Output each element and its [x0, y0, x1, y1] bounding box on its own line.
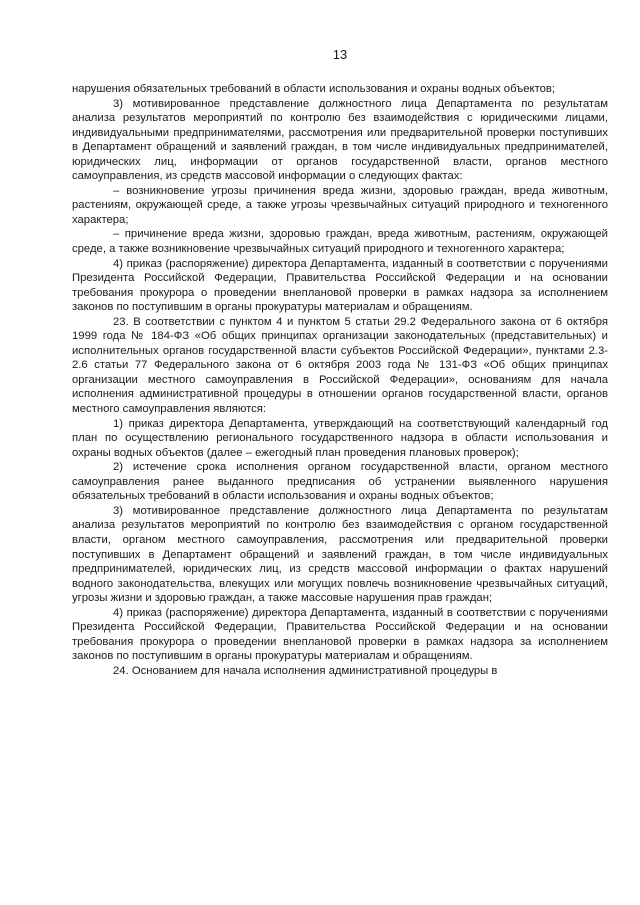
document-page	[72, 48, 608, 678]
paragraph-24: 24. Основанием для начала исполнения административной процедуры в	[113, 664, 498, 677]
paragraph-23-item-2: 2) истечение срока исполнения органом государственной власти, органом местного самоуправления ранее выданного предписания об устранении выявленного нарушения обязательных требований в области использования и охраны водных объектов;	[72, 461, 608, 503]
paragraph-item-3-motivated-submission: 3) мотивированное представление должностного лица Департамента по результатам анализа результатов мероприятий по контролю без взаимодействия с юридическими лицами, индивидуальными предпринимателями, рассмотрения или предварительной проверки поступивших в Департамент обращений и заявлений граждан, в том числе индивидуальных предпринимателей, юридических лиц, информации от органов государственной власти, органов местного самоуправления, из средств массовой информации о следующих фактах:	[72, 97, 608, 183]
paragraph-23-item-1: 1) приказ директора Департамента, утверждающий на соответствующий календарный год план по осуществлению регионального государственного надзора в области использования и охраны водных объектов (далее – ежегодный план проведения плановых проверок);	[72, 417, 608, 459]
page-number: 13	[332, 47, 348, 62]
paragraph-23-item-4: 4) приказ (распоряжение) директора Департамента, изданный в соответствии с поручениями Президента Российской Федерации, Правительства Российской Федерации и на основании требования прокурора о проведении внеплановой проверки в рамках надзора за исполнением законов по поступившим в органы прокуратуры материалам и обращениям.	[72, 606, 608, 663]
paragraph-item-4-order: 4) приказ (распоряжение) директора Департамента, изданный в соответствии с поручениями Президента Российской Федерации, Правительства Российской Федерации и на основании требования прокурора о проведении внеплановой проверки в рамках надзора за исполнением законов по поступившим в органы прокуратуры материалам и обращениям.	[72, 257, 608, 314]
paragraph-23: 23. В соответствии с пунктом 4 и пунктом 5 статьи 29.2 Федерального закона от 6 октября 1999 года № 184-ФЗ «Об общих принципах организации законодательных (представительных) и исполнительных органов государственной власти субъектов Российской Федерации», пунктами 2.3-2.6 статьи 77 Федерального закона от 6 октября 2003 года № 131-ФЗ «Об общих принципах организации местного самоуправления в Российской Федерации», основаниям для начала исполнения административной процедуры в отношении органов государственной власти, органов местного самоуправления являются:	[72, 315, 608, 416]
paragraph-dash-threat: – возникновение угрозы причинения вреда жизни, здоровью граждан, вреда животным, растениям, окружающей среде, а также угрозы чрезвычайных ситуаций природного и техногенного характера;	[72, 184, 608, 226]
paragraph-23-item-3: 3) мотивированное представление должностного лица Департамента по результатам анализа результатов мероприятий по контролю без взаимодействия с органом государственной власти, органом местного самоуправления, рассмотрения или предварительной проверки поступивших в Департамент обращений и заявлений граждан, в том числе индивидуальных предпринимателей, юридических лиц, из средств массовой информации о фактах нарушений водного законодательства, влекущих или могущих повлечь возникновение чрезвычайных ситуаций, угрозы жизни и здоровью граждан, а также массовые нарушения прав граждан;	[72, 504, 608, 605]
paragraph-continuation: нарушения обязательных требований в области использования и охраны водных объектов;	[72, 83, 556, 95]
paragraph-dash-harm: – причинение вреда жизни, здоровью граждан, вреда животным, растениям, окружающей среде, а также возникновение чрезвычайных ситуаций природного и техногенного характера;	[72, 228, 608, 256]
